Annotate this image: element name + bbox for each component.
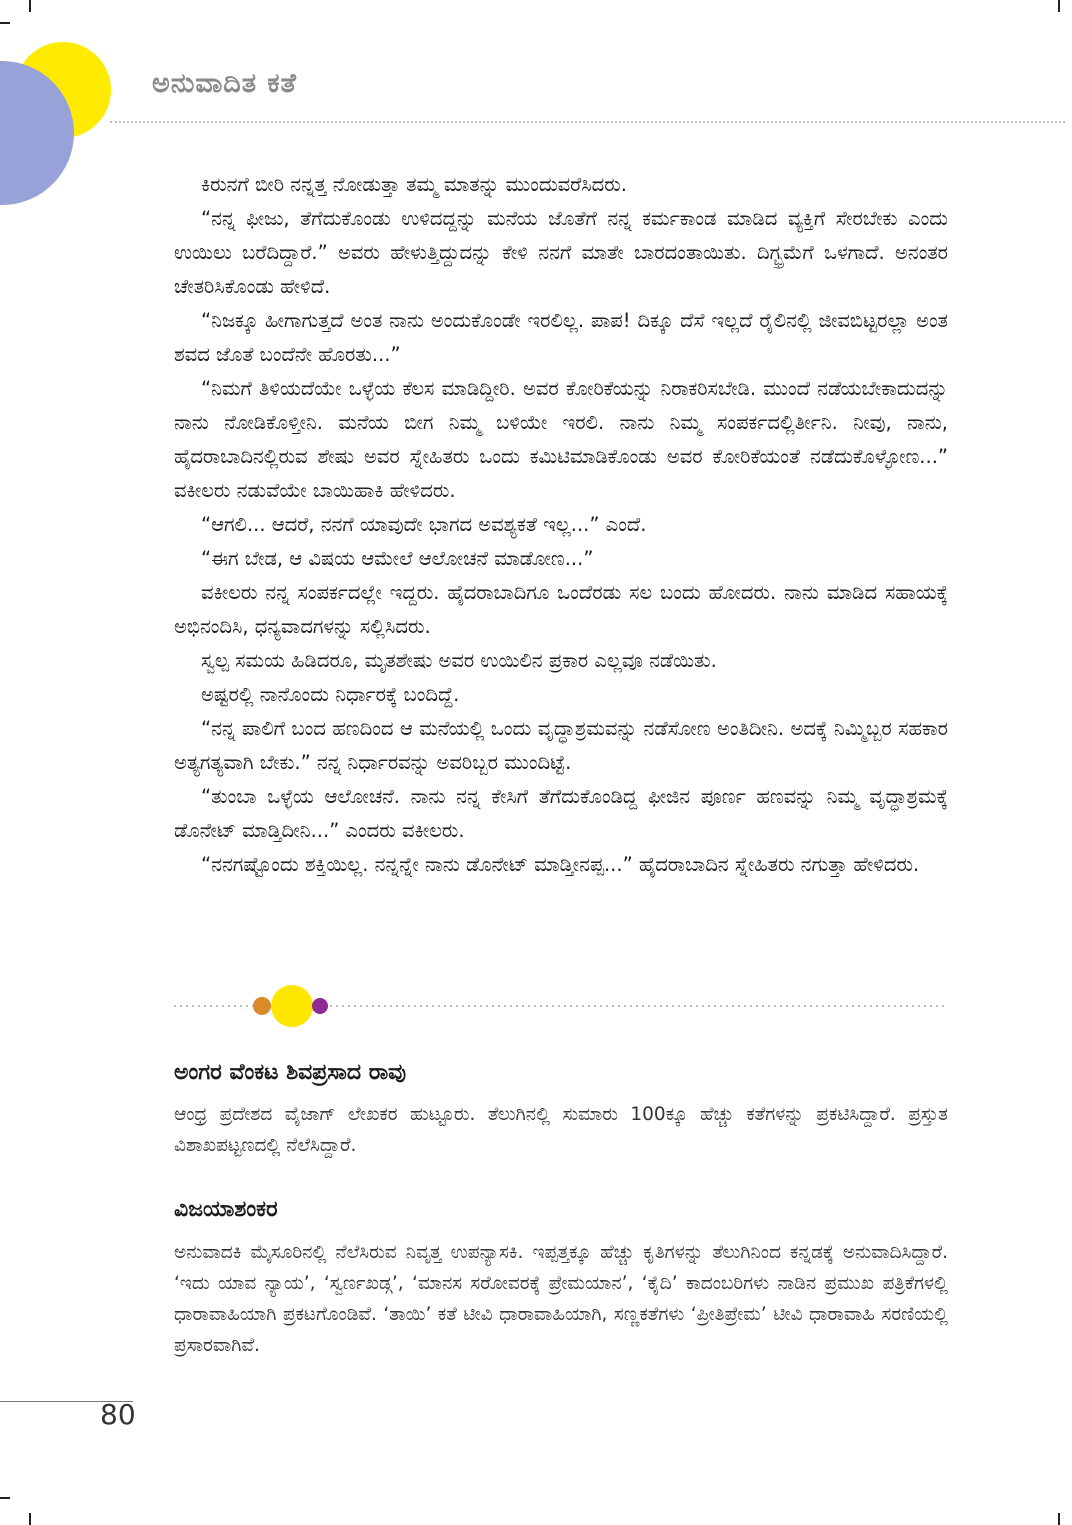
header-dotted-rule [110, 121, 1065, 123]
author-name: ಅಂಗರ ವೆಂಕಟ ಶಿವಪ್ರಸಾದ ರಾವು [174, 1060, 407, 1085]
purple-dot [312, 998, 328, 1014]
story-paragraph: “ಈಗ ಬೇಡ, ಆ ವಿಷಯ ಆಮೇಲೆ ಆಲೋಚನೆ ಮಾಡೋಣ...” [201, 547, 594, 570]
story-paragraph: “ನಿಜಕ್ಕೂ ಹೀಗಾಗುತ್ತದೆ ಅಂತ ನಾನು ಅಂದುಕೊಂಡೇ ಇರಲಿಲ್ಲ. ಪಾಪ! ದಿಕ್ಕೂ ದೆಸೆ ಇಲ್ಲದೆ ರೈಲಿನಲ್ಲಿ ಜೀವಬಿಟ್ಟರಲ್ಲಾ ಅಂತ ಶವದ ಜೊತೆ ಬಂದೆನೇ ಹೊರತು...” [174, 309, 948, 366]
crop-mark-top-right [1058, 0, 1060, 12]
crop-mark-bottom-left [29, 1513, 31, 1525]
decorative-circles [0, 0, 140, 220]
story-paragraph: “ತುಂಬಾ ಒಳ್ಳೆಯ ಆಲೋಚನೆ. ನಾನು ನನ್ನ ಕೇಸಿಗೆ ತೆಗೆದುಕೊಂಡಿದ್ದ ಫೀಜಿನ ಪೂರ್ಣ ಹಣವನ್ನು ನಿಮ್ಮ ವೃದ್ಧಾಶ್ರಮಕ್ಕೆ ಡೊನೇಟ್ ಮಾಡ್ತಿದೀನಿ...” ಎಂದರು ವಕೀಲರು. [174, 785, 948, 842]
story-paragraph: “ನನಗಷ್ಟೊಂದು ಶಕ್ತಿಯಿಲ್ಲ. ನನ್ನನ್ನೇ ನಾನು ಡೊನೇಟ್ ಮಾಡ್ತೀನಪ್ಪ...” ಹೈದರಾಬಾದಿನ ಸ್ನೇಹಿತರು ನಗುತ್ತಾ ಹೇಳಿದರು. [201, 853, 920, 876]
page-number: 80 [100, 1398, 136, 1431]
story-paragraph: ವಕೀಲರು ನನ್ನ ಸಂಪರ್ಕದಲ್ಲೇ ಇದ್ದರು. ಹೈದರಾಬಾದಿಗೂ ಒಂದೆರಡು ಸಲ ಬಂದು ಹೋದರು. ನಾನು ಮಾಡಿದ ಸಹಾಯಕ್ಕೆ ಅಭಿನಂದಿಸಿ, ಧನ್ಯವಾದಗಳನ್ನು ಸಲ್ಲಿಸಿದರು. [174, 581, 948, 638]
author-bio: ಆಂಧ್ರ ಪ್ರದೇಶದ ವೈಜಾಗ್ ಲೇಖಕರ ಹುಟ್ಟೂರು. ತೆಲುಗಿನಲ್ಲಿ ಸುಮಾರು 100ಕ್ಕೂ ಹೆಚ್ಚು ಕತೆಗಳನ್ನು ಪ್ರಕಟಿಸಿದ್ದಾರೆ. ಪ್ರಸ್ತುತ ವಿಶಾಖಪಟ್ಟಣದಲ್ಲಿ ನೆಲೆಸಿದ್ದಾರೆ. [174, 1104, 948, 1156]
story-body [174, 168, 948, 882]
crop-mark-bottom-right [1058, 1513, 1060, 1525]
story-paragraph: ಸ್ವಲ್ಪ ಸಮಯ ಹಿಡಿದರೂ, ಮೃತಶೇಷು ಅವರ ಉಯಿಲಿನ ಪ್ರಕಾರ ಎಲ್ಲವೂ ನಡೆಯಿತು. [201, 649, 717, 672]
story-paragraph: “ನಿಮಗೆ ತಿಳಿಯದೆಯೇ ಒಳ್ಳೆಯ ಕೆಲಸ ಮಾಡಿದ್ದೀರಿ. ಅವರ ಕೋರಿಕೆಯನ್ನು ನಿರಾಕರಿಸಬೇಡಿ. ಮುಂದೆ ನಡೆಯಬೇಕಾದುದನ್ನು ನಾನು ನೋಡಿಕೊಳ್ತೀನಿ. ಮನೆಯ ಬೀಗ ನಿಮ್ಮ ಬಳಿಯೇ ಇರಲಿ. ನಾನು ನಿಮ್ಮ ಸಂಪರ್ಕದಲ್ಲಿರ್ತೀನಿ. ನೀವು, ನಾನು, ಹೈದರಾಬಾದಿನಲ್ಲಿರುವ ಶೇಷು ಅವರ ಸ್ನೇಹಿತರು ಒಂದು ಕಮಿಟಿಮಾಡಿಕೊಂಡು ಅವರ ಕೋರಿಕೆಯಂತೆ ನಡೆದುಕೊಳ್ಳೋಣ...” ವಕೀಲರು ನಡುವೆಯೇ ಬಾಯಿಹಾಕಿ ಹೇಳಿದರು. [174, 377, 948, 502]
section-divider [174, 980, 948, 1030]
story-paragraph: “ಆಗಲಿ... ಆದರೆ, ನನಗೆ ಯಾವುದೇ ಭಾಗದ ಅವಶ್ಯಕತೆ ಇಲ್ಲ...” ಎಂದೆ. [201, 513, 647, 536]
yellow-dot [271, 985, 313, 1027]
orange-dot [253, 997, 271, 1015]
story-paragraph: ಅಷ್ಟರಲ್ಲಿ ನಾನೊಂದು ನಿರ್ಧಾರಕ್ಕೆ ಬಂದಿದ್ದೆ. [201, 683, 460, 706]
translator-bio: ಅನುವಾದಕಿ ಮೈಸೂರಿನಲ್ಲಿ ನೆಲೆಸಿರುವ ನಿವೃತ್ತ ಉಪನ್ಯಾಸಕಿ. ಇಪ್ಪತ್ತಕ್ಕೂ ಹೆಚ್ಚು ಕೃತಿಗಳನ್ನು ತೆಲುಗಿನಿಂದ ಕನ್ನಡಕ್ಕೆ ಅನುವಾದಿಸಿದ್ದಾರೆ. ‘ಇದು ಯಾವ ನ್ಯಾಯ’, ‘ಸ್ವರ್ಣಖಡ್ಗ’, ‘ಮಾನಸ ಸರೋವರಕ್ಕೆ ಪ್ರೇಮಯಾನ’, ‘ಕೈದಿ’ ಕಾದಂಬರಿಗಳು ನಾಡಿನ ಪ್ರಮುಖ ಪತ್ರಿಕೆಗಳಲ್ಲಿ ಧಾರಾವಾಹಿಯಾಗಿ ಪ್ರಕಟಗೊಂಡಿವೆ. ‘ತಾಯಿ’ ಕತೆ ಟೀವಿ ಧಾರಾವಾಹಿಯಾಗಿ, ಸಣ್ಣಕತೆಗಳು ‘ಪ್ರೀತಿಪ್ರೇಮ’ ಟೀವಿ ಧಾರಾವಾಹಿ ಸರಣಿಯಲ್ಲಿ ಪ್ರಸಾರವಾಗಿವೆ. [174, 1242, 948, 1356]
translator-name: ವಿಜಯಾಶಂಕರ [174, 1197, 278, 1222]
story-paragraph: ಕಿರುನಗೆ ಬೀರಿ ನನ್ನತ್ತ ನೋಡುತ್ತಾ ತಮ್ಮ ಮಾತನ್ನು ಮುಂದುವರೆಸಿದರು. [201, 173, 627, 196]
crop-mark-bottom-left-side [0, 1497, 10, 1499]
story-paragraph: “ನನ್ನ ಪಾಲಿಗೆ ಬಂದ ಹಣದಿಂದ ಆ ಮನೆಯಲ್ಲಿ ಒಂದು ವೃದ್ಧಾಶ್ರಮವನ್ನು ನಡೆಸೋಣ ಅಂತಿದೀನಿ. ಅದಕ್ಕೆ ನಿಮ್ಮಿಬ್ಬರ ಸಹಕಾರ ಅತ್ಯಗತ್ಯವಾಗಿ ಬೇಕು.” ನನ್ನ ನಿರ್ಧಾರವನ್ನು ಅವರಿಬ್ಬರ ಮುಂದಿಟ್ಟೆ. [174, 717, 948, 774]
story-paragraph: “ನನ್ನ ಫೀಜು, ತೆಗೆದುಕೊಂಡು ಉಳಿದದ್ದನ್ನು ಮನೆಯ ಜೊತೆಗೆ ನನ್ನ ಕರ್ಮಕಾಂಡ ಮಾಡಿದ ವ್ಯಕ್ತಿಗೆ ಸೇರಬೇಕು ಎಂದು ಉಯಿಲು ಬರೆದಿದ್ದಾರೆ.” ಅವರು ಹೇಳುತ್ತಿದ್ದುದನ್ನು ಕೇಳಿ ನನಗೆ ಮಾತೇ ಬಾರದಂತಾಯಿತು. ದಿಗ್ಭ್ರಮೆಗೆ ಒಳಗಾದೆ. ಅನಂತರ ಚೇತರಿಸಿಕೊಂಡು ಹೇಳಿದೆ. [174, 207, 948, 298]
section-label: ಅನುವಾದಿತ ಕತೆ [152, 68, 297, 99]
